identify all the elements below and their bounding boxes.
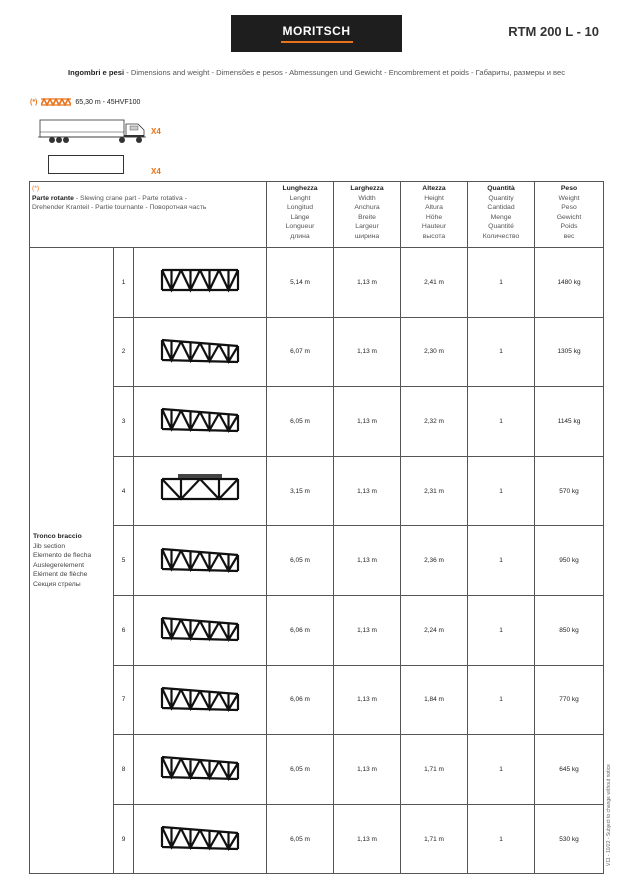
jib-section-icon — [158, 751, 242, 785]
cell-qty: 1 — [468, 387, 535, 457]
header-title: Parte rotante — [32, 194, 74, 202]
section-line: Auslegerelement — [33, 561, 85, 569]
header-star: (*) — [32, 185, 40, 192]
section-line: Elément de flèche — [33, 571, 88, 579]
cell-weight: 950 kg — [535, 526, 604, 596]
row-image — [134, 248, 267, 318]
table-row — [30, 665, 604, 735]
row-number: 3 — [114, 387, 134, 457]
cell-weight: 850 kg — [535, 595, 604, 665]
truck-quantity: X4 — [151, 127, 161, 136]
subtitle-rest: - Dimensions and weight - Dimensões e pesos - Abmessungen und Gewicht - Encombrement et poids - Габариты, размеры и вес — [124, 68, 566, 77]
table-row — [30, 248, 604, 318]
cell-qty: 1 — [468, 735, 535, 805]
table-header-row — [30, 182, 604, 248]
header-height: Altezza Height Altura Höhe Hauteur высота — [401, 182, 468, 248]
cell-height: 2,24 m — [401, 595, 468, 665]
cell-weight: 770 kg — [535, 665, 604, 735]
cell-qty: 1 — [468, 665, 535, 735]
row-number: 7 — [114, 665, 134, 735]
jib-section-icon — [158, 264, 242, 298]
cell-height: 1,71 m — [401, 735, 468, 805]
cell-width: 1,13 m — [334, 317, 401, 387]
cell-width: 1,13 m — [334, 595, 401, 665]
table-row — [30, 387, 604, 457]
table-row — [30, 317, 604, 387]
cell-weight: 530 kg — [535, 804, 604, 874]
jib-section-icon — [158, 821, 242, 855]
cell-width: 1,13 m — [334, 387, 401, 457]
table-row — [30, 804, 604, 874]
config-star: (*) — [30, 98, 38, 106]
cell-weight: 1305 kg — [535, 317, 604, 387]
cell-length: 6,06 m — [267, 665, 334, 735]
page-subtitle — [0, 68, 633, 77]
row-image — [134, 595, 267, 665]
jib-section-icon — [158, 403, 242, 437]
configuration-line — [30, 98, 140, 106]
cell-width: 1,13 m — [334, 735, 401, 805]
cell-qty: 1 — [468, 317, 535, 387]
brand-logo — [231, 15, 402, 52]
config-text: 65,30 m - 45HVF100 — [75, 98, 141, 106]
section-line: Секция стрелы — [33, 580, 81, 588]
cell-length: 6,06 m — [267, 595, 334, 665]
jib-section-icon — [158, 543, 242, 577]
row-number: 2 — [114, 317, 134, 387]
container-quantity: X4 — [151, 167, 161, 176]
cell-length: 6,05 m — [267, 804, 334, 874]
row-image — [134, 804, 267, 874]
row-image — [134, 735, 267, 805]
cell-width: 1,13 m — [334, 526, 401, 596]
row-number: 4 — [114, 456, 134, 526]
cell-height: 2,32 m — [401, 387, 468, 457]
jib-section-icon — [158, 334, 242, 368]
header-width: Larghezza Width Anchura Breite Largeur ширина — [334, 182, 401, 248]
cell-length: 6,05 m — [267, 387, 334, 457]
cell-length: 5,14 m — [267, 248, 334, 318]
cell-length: 6,05 m — [267, 735, 334, 805]
header-quantity: Quantità Quantity Cantidad Menge Quantité Количество — [468, 182, 535, 248]
cell-length: 6,07 m — [267, 317, 334, 387]
row-image — [134, 456, 267, 526]
row-number: 6 — [114, 595, 134, 665]
jib-section-icon — [158, 473, 242, 507]
jib-configuration-icon — [41, 98, 71, 106]
container-outline — [48, 155, 124, 174]
cell-width: 1,13 m — [334, 804, 401, 874]
logo-accent-bar — [281, 41, 353, 43]
jib-section-icon — [158, 612, 242, 646]
cell-width: 1,13 m — [334, 248, 401, 318]
cell-width: 1,13 m — [334, 456, 401, 526]
row-image — [134, 526, 267, 596]
section-line: Elemento de flecha — [33, 552, 92, 560]
row-number: 1 — [114, 248, 134, 318]
cell-height: 1,71 m — [401, 804, 468, 874]
row-image — [134, 665, 267, 735]
section-title: Tronco braccio — [33, 533, 82, 541]
row-image — [134, 317, 267, 387]
header-weight: Peso Weight Peso Gewicht Poids вес — [535, 182, 604, 248]
header-part-description — [30, 182, 267, 248]
row-number: 8 — [114, 735, 134, 805]
cell-width: 1,13 m — [334, 665, 401, 735]
cell-length: 3,15 m — [267, 456, 334, 526]
cell-weight: 570 kg — [535, 456, 604, 526]
cell-height: 2,36 m — [401, 526, 468, 596]
cell-qty: 1 — [468, 595, 535, 665]
cell-height: 2,41 m — [401, 248, 468, 318]
table-row — [30, 526, 604, 596]
section-line: Jib section — [33, 542, 66, 550]
header-title-rest: - Slewing crane part - Parte rotativa - — [73, 194, 187, 202]
cell-height: 2,30 m — [401, 317, 468, 387]
section-label — [30, 248, 114, 874]
subtitle-bold: Ingombri e pesi — [67, 68, 125, 77]
cell-height: 1,84 m — [401, 665, 468, 735]
table-row — [30, 456, 604, 526]
row-number: 5 — [114, 526, 134, 596]
brand-name: MORITSCH — [282, 24, 351, 38]
cell-height: 2,31 m — [401, 456, 468, 526]
row-image — [134, 387, 267, 457]
cell-qty: 1 — [468, 804, 535, 874]
model-title: RTM 200 L - 10 — [508, 24, 599, 39]
cell-weight: 1480 kg — [535, 248, 604, 318]
table-row — [30, 735, 604, 805]
row-number: 9 — [114, 804, 134, 874]
cell-weight: 1145 kg — [535, 387, 604, 457]
header-length: Lunghezza Lenght Longitud Länge Longueur длина — [267, 182, 334, 248]
cell-weight: 645 kg — [535, 735, 604, 805]
cell-length: 6,05 m — [267, 526, 334, 596]
cell-qty: 1 — [468, 456, 535, 526]
dimensions-table — [29, 181, 604, 874]
cell-qty: 1 — [468, 248, 535, 318]
truck-icon — [38, 116, 150, 146]
cell-qty: 1 — [468, 526, 535, 596]
side-note: V11 - 10/22 - Subject to change without notice — [606, 764, 612, 866]
table-row — [30, 595, 604, 665]
jib-section-icon — [158, 682, 242, 716]
header-title-line2: Drehender Kranteil - Partie tournante - Поворотная часть — [32, 204, 207, 211]
